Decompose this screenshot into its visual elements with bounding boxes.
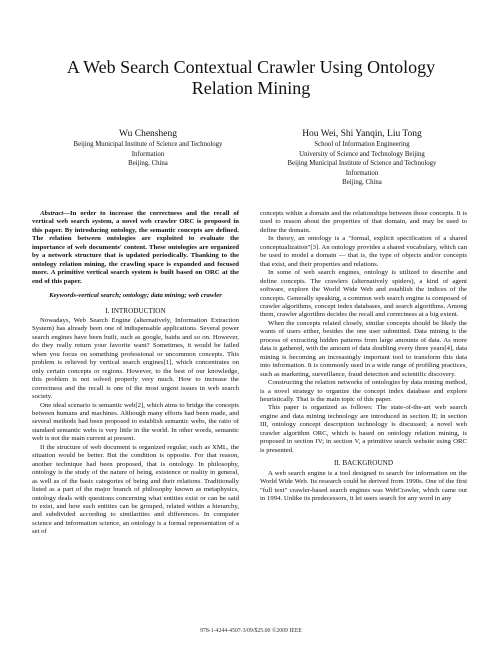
author-name: Hou Wei, Shi Yanqin, Liu Tong bbox=[302, 129, 422, 139]
title-line-2: Relation Mining bbox=[191, 78, 311, 98]
right-column bbox=[260, 210, 467, 503]
paragraph: One ideal scenario is semantic web[2], which aims to bridge the concepts between humans and machines. Although many efforts had been made, and several methods had been proposed to establish semantic webs, the ratio of standard semantic webs is very little in the world. In other words, semantic web is not the main current at present. bbox=[32, 401, 239, 443]
author-location: Beijing, China bbox=[128, 160, 168, 168]
paragraph: When the concepts related closely, similar concepts should be likely the wants of users either, besides the one user submitted. Data mining is the process of extracting hidden patterns from large amounts of data. As more data is gathered, with the amount of data doubling every three years[4], data mining is becoming an increasingly important tool to transform this data into information. It is commonly used in a wide range of profiling practices, such as marketing, surveillance, fraud detection and scientific discovery. bbox=[260, 319, 467, 378]
author-affiliation: Beijing Municipal Institute of Science and Technology bbox=[287, 160, 437, 168]
paragraph: Nowadays, Web Search Engine (alternatively, Information Extraction System) has already been one of indispensable applications. Several power search engines have been built, such as google, baidu and so on. However, do they really return your favorite want? Sometimes, it would be failed when you focus on something professional or uncommon concepts. This problem is relieved by vertical search engines[1], which concentrates on only certain concepts or regions. However, to the best of our knowledge, this problem is not solved properly very much. How to increase the correctness and the recall is one of the most urgent issues in web search society. bbox=[32, 316, 239, 401]
paragraph: If the structure of web document is organized regular, such as XML, the situation would be better. But the condition is opposite. For that reason, another technique had been proposed, that is ontology. In philosophy, ontology is the study of the nature of being, existence or reality in general, as well as of the basic categories of being and their relations. Traditionally listed as a part of the major branch of philosophy known as metaphysics, ontology deals with questions concerning what entities exist or can be said to exist, and how such entities can be grouped, related within a hierarchy, and subdivided according to similarities and differences. In computer science and information science, an ontology is a formal representation of a set of bbox=[32, 443, 239, 536]
author-affiliation: Information bbox=[131, 150, 165, 158]
author-affiliation: School of Information Engineering bbox=[314, 141, 410, 148]
section-heading-background: II. BACKGROUND bbox=[333, 459, 394, 468]
left-column bbox=[32, 210, 239, 537]
paragraph: concepts within a domain and the relationships between those concepts. It is used to reason about the properties of that domain, and may be used to define the domain. bbox=[260, 210, 467, 234]
abstract bbox=[32, 210, 239, 286]
copyright-footer: 978-1-4244-4507-3/09/$25.00 ©2009 IEEE bbox=[200, 628, 302, 634]
author-block-2 bbox=[257, 128, 467, 188]
author-affiliation: University of Science and Technology Beijing bbox=[299, 150, 425, 158]
paragraph: In theory, an ontology is a "formal, explicit specification of a shared conceptualization"[3]. An ontology provides a shared vocabulary, which can be used to model a domain — that is, the type of objects and/or concepts that exist, and their properties and relations. bbox=[260, 235, 467, 268]
paragraph: Constructing the relation networks of ontologies by data mining method, is a novel strategy to organize the concept index database and explore heuristically. That is the main topic of this paper. bbox=[260, 379, 467, 403]
paragraph: In some of web search engines, ontology is utilized to describe and define concepts. The crawlers (alternatively spiders), a kind of agent software, explore the World Wide Web and establish the indices of the concepts. Generally speaking, a common web search engine is composed of crawler algorithms, concept index databases, and search algorithms. Among them, crawler algorithm decides the recall and correctness at a big extent. bbox=[260, 269, 467, 319]
author-name: Wu Chensheng bbox=[119, 129, 177, 139]
author-affiliation: Beijing Municipal Institute of Science and Technology bbox=[73, 141, 223, 148]
author-block-1 bbox=[58, 128, 238, 169]
title-line-1: A Web Search Contextual Crawler Using Ontology bbox=[66, 57, 436, 77]
abstract-text: In order to increase the correctness and the recall of vertical web search system, a novel web crawler ORC is proposed in this paper. By introducing ontology, the semantic concepts are defined. The relation between ontologies are exploited to evaluate the importance of web documents' content. These ontologies are organized by a network structure that is updated periodically. Thanking to the ontology relation mining, the crawling space is expanded and focused more. A primitive vertical search system is built based on ORC at the end of this paper. bbox=[32, 210, 239, 285]
author-location: Beijing, China bbox=[342, 179, 382, 187]
keywords: Keywords-vertical search; ontology; data mining; web crawler bbox=[49, 292, 222, 300]
paper-title bbox=[30, 57, 472, 99]
paragraph: This paper is organized as follows: The state-of-the-art web search engine and data mining technology are introduced in section II; in section III, ontology concept description technology is discussed; a novel web crawler algorithm ORC, which is based on ontology relation mining, is proposed in section IV; in section V, a primitive search website using ORC is presented. bbox=[260, 404, 467, 454]
section-heading-introduction: I. INTRODUCTION bbox=[105, 306, 166, 315]
abstract-label: Abstract— bbox=[40, 210, 71, 217]
author-affiliation: Information bbox=[345, 169, 379, 177]
paragraph: A web search engine is a tool designed to search for information on the World Wide Web. Its research could be derived from 1990s. One of the first "full text" crawler-based search engines was WebCrawler, which came out in 1994. Unlike its predecessors, it let users search for any word in any bbox=[260, 469, 467, 502]
